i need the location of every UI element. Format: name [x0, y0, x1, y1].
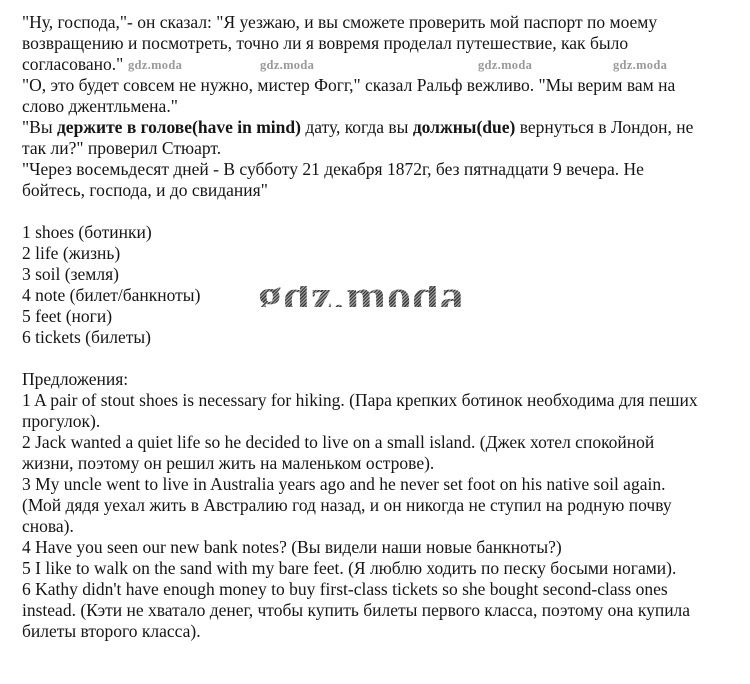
text-line: 1 shoes (ботинки)	[22, 222, 152, 242]
spacer	[22, 201, 736, 222]
spacer	[22, 348, 736, 369]
watermark-small: gdz.moda	[260, 58, 315, 72]
watermark-small: gdz.moda	[613, 58, 668, 72]
watermark-small: gdz.moda	[128, 58, 183, 72]
text-line: "Ну, господа,"- он сказал: "Я уезжаю, и вы сможете проверить мой паспорт по моему	[22, 12, 658, 32]
text-line: 2 life (жизнь)	[22, 243, 121, 263]
text-line: 3 My uncle went to live in Australia years ago and he never set foot on his native soil again.	[22, 474, 666, 494]
text-line: 5 feet (ноги)	[22, 306, 113, 326]
text-line: 4 Have you seen our new bank notes? (Вы видели наши новые банкноты?)	[22, 537, 562, 557]
text-line: 5 I like to walk on the sand with my bare feet. (Я люблю ходить по песку босыми ногами).	[22, 558, 677, 578]
text-line: 2 Jack wanted a quiet life so he decided to live on a small island. (Джек хотел спокойной	[22, 432, 655, 452]
sentences-block	[22, 369, 736, 642]
text-line: "Через восемьдесят дней - В субботу 21 декабря 1872г, без пятнадцати 9 вечера. Не	[22, 159, 644, 179]
text-line: 4 note (билет/банкноты)	[22, 285, 201, 305]
text-line: прогулок).	[22, 411, 101, 431]
sentences-heading: Предложения:	[22, 369, 129, 389]
sentences-lines	[22, 390, 736, 642]
text-line: 3 soil (земля)	[22, 264, 119, 284]
text-line: (Мой дядя уехал жить в Австралию год назад, и он никогда не ступил на родную почву	[22, 495, 672, 515]
watermark-small: gdz.moda	[478, 58, 533, 72]
dialogue-block	[22, 12, 736, 201]
text-line: снова).	[22, 516, 74, 536]
page-content	[22, 12, 736, 642]
text-line: так ли?" проверил Стюарт.	[22, 138, 222, 158]
text-line: "О, это будет совсем не нужно, мистер Фогг," сказал Ральф вежливо. "Мы верим вам на	[22, 75, 676, 95]
text-line: instead. (Кэти не хватало денег, чтобы купить билеты первого класса, поэтому она купила	[22, 600, 691, 620]
text-line: возвращению и посмотреть, точно ли я вовремя проделал путешествие, как было	[22, 33, 629, 53]
text-line: жизни, поэтому он решил жить на маленьком острове).	[22, 453, 435, 473]
text-line: согласовано."	[22, 54, 124, 74]
text-line: 6 tickets (билеты)	[22, 327, 152, 347]
word-list-block	[22, 222, 736, 348]
text-line: слово джентльмена."	[22, 96, 178, 116]
text-line: билеты второго класса).	[22, 621, 201, 641]
text-line: "Вы держите в голове(have in mind) дату, когда вы должны(due) вернуться в Лондон, не	[22, 117, 694, 137]
text-line: 6 Kathy didn't have enough money to buy first-class tickets so she bought second-class ones	[22, 579, 668, 599]
watermark-large: gdz.moda	[258, 270, 465, 323]
text-line: 1 A pair of stout shoes is necessary for hiking. (Пара крепких ботинок необходима для пеших	[22, 390, 698, 410]
text-line: бойтесь, господа, и до свидания"	[22, 180, 268, 200]
